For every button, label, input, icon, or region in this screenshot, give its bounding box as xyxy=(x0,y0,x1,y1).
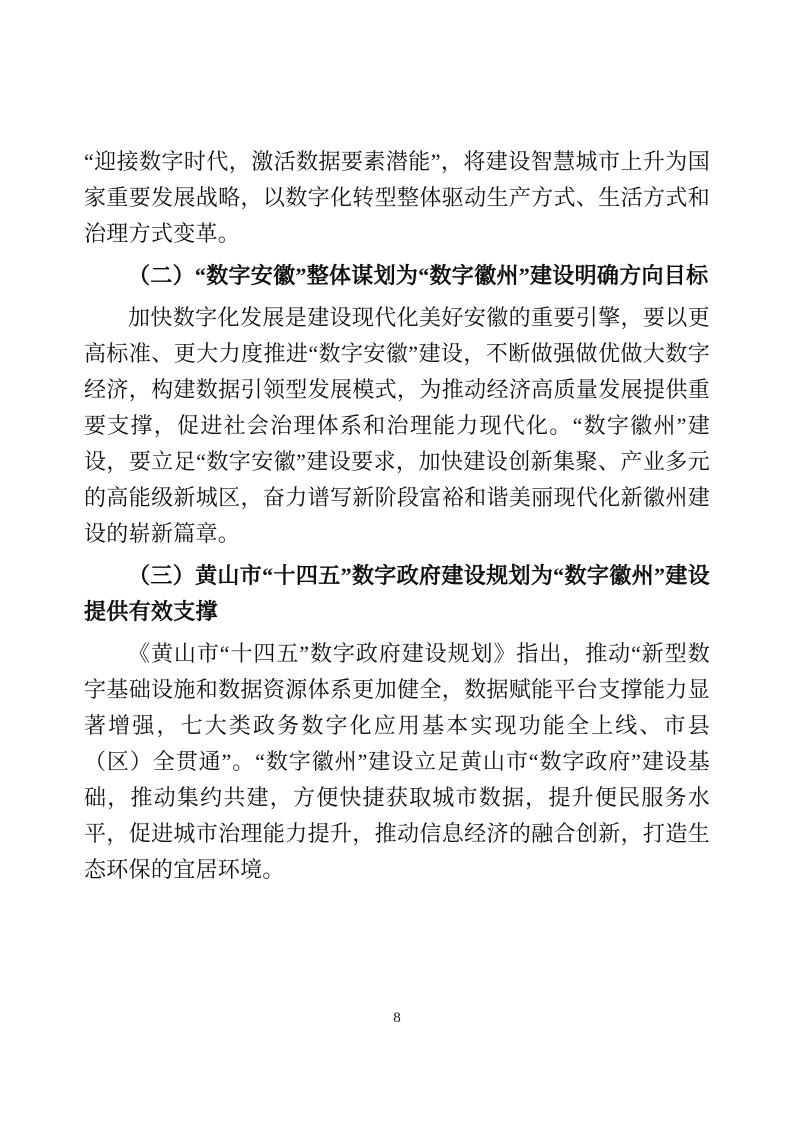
paragraph-continued: “迎接数字时代，激活数据要素潜能”，将建设智慧城市上升为国家重要发展战略，以数字化转型整体驱动生产方式、生活方式和治理方式变革。 xyxy=(84,149,710,246)
page-number: 8 xyxy=(393,1010,401,1026)
section-heading-three: （三）黄山市“十四五”数字政府建设规划为“数字徽州”建设提供有效支撑 xyxy=(84,563,710,624)
paragraph-section-three: 《黄山市“十四五”数字政府建设规划》指出，推动“新型数字基础设施和数据资源体系更加健全，数据赋能平台支撑能力显著增强，七大类政务数字化应用基本实现功能全上线、市县（区）全贯通”。“数字徽州”建设立足黄山市“数字政府”建设基础，推动集约共建，方便快捷获取城市数据，提升便民服务水平，促进城市治理能力提升，推动信息经济的融合创新，打造生态环保的宜居环境。 xyxy=(84,641,710,882)
document-body xyxy=(84,144,710,888)
paragraph-section-two: 加快数字化发展是建设现代化美好安徽的重要引擎，要以更高标准、更大力度推进“数字安徽”建设，不断做强做优做大数字经济，构建数据引领型发展模式，为推动经济高质量发展提供重要支撑，促进社会治理体系和治理能力现代化。“数字徽州”建设，要立足“数字安徽”建设要求，加快建设创新集聚、产业多元的高能级新城区，奋力谱写新阶段富裕和谐美丽现代化新徽州建设的崭新篇章。 xyxy=(84,305,710,546)
page-footer xyxy=(84,1008,710,1028)
section-heading-two: （二）“数字安徽”整体谋划为“数字徽州”建设明确方向目标 xyxy=(128,263,709,288)
